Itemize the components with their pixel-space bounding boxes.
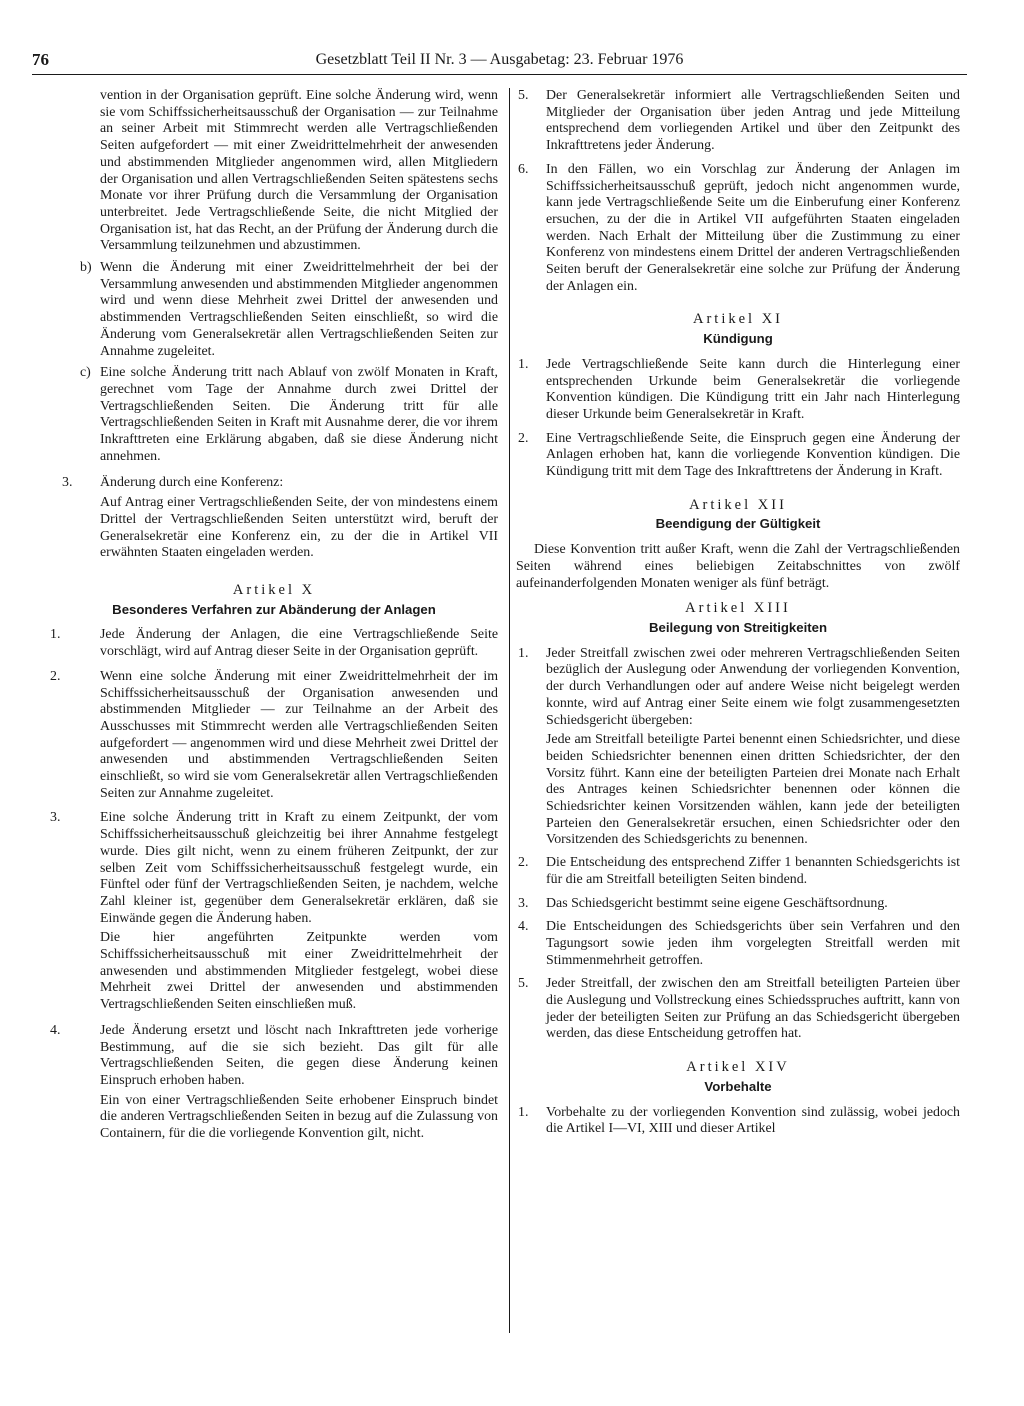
paragraph-intro: vention in der Organisation geprüft. Eine solche Änderung wird, wenn sie vom Schiffssicherheitsausschuß der Organisation — zur Teilnahme an seiner Arbeit mit Stimmrecht werden alle Vertragschließenden Seiten aufgefordert — mit einer Zweidrittelmehrheit der anwesenden und abstimmenden Mitglieder angenommen wird, allen Mitgliedern der Organisation und allen Vertragschließenden Seiten spätestens sechs Monate vor ihrer Prüfung durch die Versammlung der Organisation unterbreitet. Jede Vertragschließende Seite, die nicht Mitglied der Organisation ist, hat das Recht, an der Prüfung der Änderung durch die Versammlung teilzunehmen und abzustimmen. xyxy=(100,88,498,254)
list-item xyxy=(50,1023,498,1090)
subitem-c xyxy=(50,365,498,465)
item-text: Die Entscheidung des entsprechend Ziffer 1 benannten Schiedsgerichts ist für die am Streitfall beteiligten Seiten bindend. xyxy=(546,855,960,887)
item-text: Jeder Streitfall zwischen zwei oder mehreren Vertragschließenden Seiten bezüglich der Auslegung oder Anwendung der vorliegenden Konvention, der durch Verhandlungen oder auf andere Weise nicht beigelegt werden konnte, wird auf Antrag einer Seite einem wie folgt zusammengesetzten Schiedsgericht übergeben: xyxy=(546,645,960,728)
article-xi-heading: Kündigung xyxy=(703,331,773,347)
list-item xyxy=(50,627,498,660)
list-item-6 xyxy=(516,162,960,296)
item-text: Eine solche Änderung tritt in Kraft zu einem Zeitpunkt, der vom Schiffssicherheitsausschuß gleichzeitig bei ihrer Annahme festgelegt wurde. Dies gilt nicht, wenn zu einem früheren Zeitpunkt, der zur selben Zeit vom Schiffssicherheitsausschuß festgelegt wurde, ein Fünftel oder fünf der Vertragschließenden Seiten, je nachdem, welche Zahl kleiner ist, gegenüber dem Generalsekretär erklären, daß sie Einwände gegen die Änderung haben. xyxy=(100,810,498,926)
list-item xyxy=(516,919,960,969)
right-column xyxy=(516,88,960,1145)
item-text: Jede Änderung ersetzt und löscht nach Inkrafttreten jede vorherige Bestimmung, auf die sie sich bezieht. Das gilt für alle Vertragschließenden Seiten, die gegen diese Änderung keinen Einspruch erhoben haben. xyxy=(100,1022,498,1088)
item-number: 2. xyxy=(50,668,61,684)
list-item xyxy=(516,855,960,888)
list-item-5 xyxy=(516,88,960,155)
item-number: 1. xyxy=(50,627,61,643)
list-item-3 xyxy=(50,475,498,492)
column-divider xyxy=(509,88,510,1333)
item-number: 1. xyxy=(518,356,529,372)
item-number: 3. xyxy=(50,810,61,826)
item-text: Das Schiedsgericht bestimmt seine eigene Geschäftsordnung. xyxy=(546,895,888,911)
article-xii-heading: Beendigung der Gültigkeit xyxy=(655,516,821,532)
item-text: Jeder Streitfall, der zwischen den am Streitfall beteiligten Parteien über die Auslegung und Vollstreckung eines Schiedsspruches auftritt, kann von jeder der beteiligten Seiten zur Prüfung an das Schiedsgericht übergeben werden, das diese Entscheidung getroffen hat. xyxy=(546,976,960,1042)
list-item xyxy=(516,896,960,913)
item-text: In den Fällen, wo ein Vorschlag zur Änderung der Anlagen im Schiffssicherheitsausschuß geprüft, jedoch nicht angenommen wurde, kann jede Vertragschließende Seite um die Einberufung einer Konferenz ersuchen, zu der die in Artikel VII aufgeführten Staaten eingeladen werden. Nach Erhalt der Mitteilung über die Zustimmung zu einer Konferenz von mindestens einem Drittel der anderen Vertragschließenden Seiten beruft der Generalsekretär eine solche zur Prüfung der Änderung der Anlagen ein. xyxy=(546,161,960,294)
paragraph-conference: Auf Antrag einer Vertragschließenden Seite, der von mindestens einem Drittel der Vertragschließenden Seiten unterstützt wird, beruft der Generalsekretär eine Konferenz ein, zu der die in Artikel VII erwähnten Staaten eingeladen werden. xyxy=(100,495,498,561)
article-x-heading: Besonderes Verfahren zur Abänderung der Anlagen xyxy=(112,601,436,617)
gazette-title: Gesetzblatt Teil II Nr. 3 — Ausgabetag: 23. Februar 1976 xyxy=(315,51,684,68)
item-number: 3. xyxy=(62,475,73,491)
paragraph-continuation: Ein von einer Vertragschließenden Seite erhobener Einspruch bindet die anderen Vertragschließenden Seiten in bezug auf die Zulassung von Containern, für die die vorliegende Konvention gilt, nicht. xyxy=(100,1092,498,1142)
subitem-text: Wenn die Änderung mit einer Zweidrittelmehrheit der bei der Versammlung anwesenden und abstimmenden Mitglieder angenommen wird und wenn diese Mehrheit zwei Drittel der anwesenden und abstimmenden Vertragschließenden Seiten einschließt, so wird die Änderung vom Generalsekretär allen Vertragschließenden Seiten zur Annahme zugeleitet. xyxy=(100,260,498,359)
paragraph-termination: Diese Konvention tritt außer Kraft, wenn die Zahl der Vertragschließenden Seiten während eines beliebigen Zeitabschnittes von zwölf aufeinanderfolgenden Monaten weniger als fünf beträgt. xyxy=(516,542,960,591)
list-item xyxy=(516,357,960,424)
item-number: 1. xyxy=(518,1104,529,1120)
article-xii-title: Artikel XII xyxy=(689,496,787,513)
subitem-text: Eine solche Änderung tritt nach Ablauf von zwölf Monaten in Kraft, gerechnet vom Tage der Annahme durch zwei Drittel der Vertragschließenden Seiten. Die Änderung tritt für alle Vertragschließenden Seiten in Kraft mit Ausnahme derer, die vor ihrem Inkrafttreten eine Erklärung abgaben, daß sie diese Änderung nicht annehmen. xyxy=(100,365,498,464)
item-text: Eine Vertragschließende Seite, die Einspruch gegen eine Änderung der Anlagen erhoben hat, kann die vorliegende Konvention kündigen. Die Kündigung tritt mit dem Tage des Inkrafttretens der Änderung in Kraft. xyxy=(546,430,960,480)
list-item xyxy=(516,1105,960,1138)
item-text: Jede Änderung der Anlagen, die eine Vertragschließende Seite vorschlägt, wird auf Antrag dieser Seite in der Organisation geprüft. xyxy=(100,627,498,660)
item-number: 1. xyxy=(518,645,529,661)
item-heading: Änderung durch eine Konferenz: xyxy=(100,475,284,491)
list-item xyxy=(516,431,960,481)
page-number: 76 xyxy=(32,50,49,69)
article-xiv-heading: Vorbehalte xyxy=(704,1078,772,1094)
subitem-label: b) xyxy=(80,260,92,276)
article-xiv-title: Artikel XIV xyxy=(686,1059,790,1076)
list-item xyxy=(516,976,960,1043)
article-xiii-title: Artikel XIII xyxy=(685,600,791,617)
article-xiii-heading: Beilegung von Streitigkeiten xyxy=(648,619,828,635)
left-column xyxy=(50,88,498,1149)
item-number: 6. xyxy=(518,161,529,177)
item-number: 5. xyxy=(518,976,529,992)
list-item xyxy=(50,810,498,927)
list-item xyxy=(50,669,498,803)
item-number: 5. xyxy=(518,88,529,103)
subitem-label: c) xyxy=(80,365,91,381)
item-number: 2. xyxy=(518,855,529,871)
item-number: 4. xyxy=(518,919,529,935)
page-header xyxy=(32,50,967,75)
item-number: 4. xyxy=(50,1022,61,1038)
item-text: Wenn eine solche Änderung mit einer Zweidrittelmehrheit der im Schiffssicherheitsausschuß der Organisation anwesenden und abstimmenden Mitglieder — zur Teilnahme an der Arbeit des Ausschusses mit Stimmrecht werden alle Vertragschließenden Seiten aufgefordert — angenommen wird und diese Mehrheit zwei Drittel der anwesenden und abstimmenden Vertragschließenden Seiten einschließt, so wird sie vom Generalsekretär allen Vertragschließenden Seiten zur Annahme zugeleitet. xyxy=(100,668,498,801)
paragraph-continuation: Jede am Streitfall beteiligte Partei benennt einen Schiedsrichter, und diese beiden Schiedsrichter benennen einen dritten Schiedsrichter, der den Vorsitz führt. Kann eine der beteiligten Parteien drei Monate nach Erhalt des Antrages keinen Schiedsrichter benennen oder können die Schiedsrichter keinen Vorsitzenden wählen, kann jede der beteiligten Parteien den Generalsekretär ersuchen, einen Schiedsrichter oder den Vorsitzenden des Schiedsgerichts zu benennen. xyxy=(546,732,960,848)
article-x-title: Artikel X xyxy=(232,581,316,598)
item-number: 3. xyxy=(518,895,529,911)
paragraph-continuation: Die hier angeführten Zeitpunkte werden vom Schiffssicherheitsausschuß mit einer Zweidrittelmehrheit der anwesenden und abstimmenden Mitglieder festgelegt, wobei diese Mehrheit zwei Drittel der anwesenden und abstimmenden Vertragschließenden Seiten einschließen muß. xyxy=(100,930,498,1013)
item-text: Vorbehalte zu der vorliegenden Konvention sind zulässig, wobei jedoch die Artikel I—VI, XIII und dieser Artikel xyxy=(546,1104,960,1137)
subitem-b xyxy=(50,260,498,360)
item-text: Die Entscheidungen des Schiedsgerichts über sein Verfahren und den Tagungsort sowie jeden ihm vorgelegten Streitfall werden mit Stimmenmehrheit getroffen. xyxy=(546,919,960,968)
item-number: 2. xyxy=(518,430,529,446)
list-item xyxy=(516,646,960,730)
item-text: Jede Vertragschließende Seite kann durch die Hinterlegung einer entsprechenden Urkunde beim Generalsekretär die vorliegende Konvention kündigen. Die Kündigung tritt ein Jahr nach Hinterlegung dieser Urkunde beim Generalsekretär in Kraft. xyxy=(546,356,960,422)
item-text: Der Generalsekretär informiert alle Vertragschließenden Seiten und Mitglieder der Organisation über jeden Antrag und jede Mitteilung entsprechend dem vorliegenden Artikel und über den Zeitpunkt des Inkrafttretens jeder Änderung. xyxy=(546,88,960,154)
article-xi-title: Artikel XI xyxy=(693,311,783,328)
